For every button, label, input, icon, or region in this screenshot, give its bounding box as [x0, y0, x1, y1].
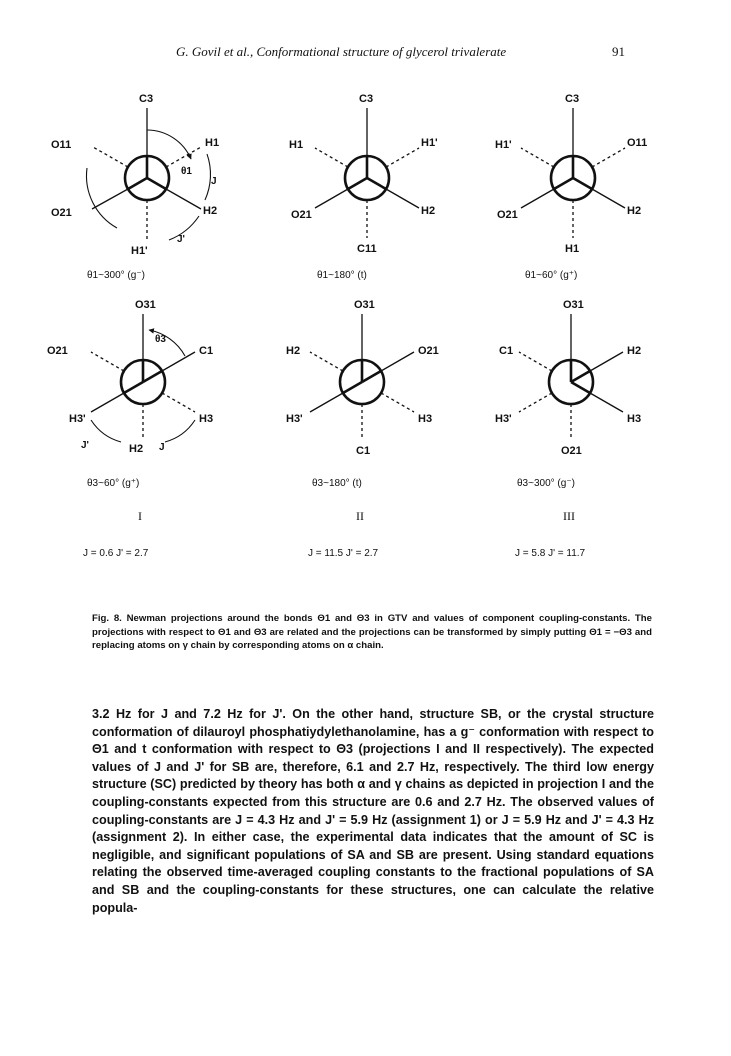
atom-label: H3'	[286, 413, 303, 425]
conformation-caption: θ3~180° (t)	[312, 478, 362, 489]
atom-label: O21	[561, 445, 582, 457]
projection-theta1-60	[495, 93, 647, 281]
atom-label: H1'	[495, 139, 512, 151]
atom-label: C1	[356, 445, 371, 457]
atom-label: H3	[199, 413, 214, 425]
projection-theta3-60	[47, 299, 213, 559]
atom-label: O21	[47, 345, 68, 357]
conformation-caption: θ1~300° (g⁻)	[87, 270, 145, 281]
structure-numeral: II	[356, 509, 364, 523]
atom-label: O31	[563, 299, 584, 311]
coupling-label: J'	[81, 440, 89, 451]
atom-label: H1'	[131, 245, 148, 257]
atom-label: C11	[357, 243, 377, 255]
coupling-label: J	[211, 176, 217, 187]
atom-label: H3'	[495, 413, 512, 425]
projection-theta1-180	[289, 93, 438, 281]
body-paragraph: 3.2 Hz for J and 7.2 Hz for J'. On the other hand, structure SB, or the crystal structure conformation of dilauroyl phosphatiydylethanolamine, has a g⁻ conformation with respect to Θ1 and t conformation with respect to Θ3 (projections I and II respectively). The expected values of J and J' for SB are, therefore, 6.1 and 2.7 Hz, respectively. The third low energy structure (SC) predicted by theory has both α and γ chains as depicted in projection I and the coupling-constants expected from this structure are 0.6 and 2.7 Hz. The observed values of coupling-constants are J = 4.3 Hz and J' = 5.9 Hz (assignment 1) or J = 5.9 Hz and J' = 4.3 Hz (assignment 2). In either case, the experimental data indicates that the amount of SC is negligible, and significant populations of SA and SB are present. Using standard equations relating the observed time-averaged coupling constants to the fractional populations of SA and SB and the coupling-constants for these structures, one can calculate the relative popula-	[92, 707, 654, 915]
atom-label: H3'	[69, 413, 86, 425]
conformation-caption: θ1~60° (g⁺)	[525, 270, 578, 281]
structure-numeral: I	[138, 509, 142, 523]
atom-label: H2	[627, 205, 642, 217]
atom-label: C1	[499, 345, 514, 357]
atom-label: H2	[129, 443, 144, 455]
atom-label: H3	[418, 413, 433, 425]
atom-label: C1	[199, 345, 214, 357]
conformation-caption: θ1~180° (t)	[317, 270, 367, 281]
conformation-caption: θ3~300° (g⁻)	[517, 478, 575, 489]
angle-label: θ3	[155, 334, 166, 345]
page-header	[0, 44, 731, 64]
atom-label: H2	[203, 205, 218, 217]
atom-label: H1	[205, 137, 220, 149]
coupling-values: J = 5.8 J' = 11.7	[515, 548, 586, 559]
coupling-values: J = 0.6 J' = 2.7	[83, 548, 149, 559]
atom-label: H2	[421, 205, 436, 217]
running-head: G. Govil et al., Conformational structure of glycerol trivalerate	[176, 44, 507, 59]
atom-label: O31	[135, 299, 156, 311]
coupling-label: J	[159, 442, 165, 453]
page-number: 91	[612, 44, 625, 59]
atom-label: C3	[565, 93, 580, 105]
figure-caption: Fig. 8. Newman projections around the bonds Θ1 and Θ3 in GTV and values of component coupling-constants. The projections with respect to Θ1 and Θ3 are related and the projections can be transformed by simply putting Θ1 = −Θ3 and replacing atoms on γ chain by corresponding atoms on α chain.	[92, 613, 652, 651]
atom-label: H3	[627, 413, 642, 425]
projection-theta3-180	[286, 299, 439, 559]
atom-label: H1'	[421, 137, 438, 149]
atom-label: O11	[51, 139, 72, 151]
atom-label: O21	[497, 209, 518, 221]
atom-label: C3	[139, 93, 154, 105]
conformation-caption: θ3~60° (g⁺)	[87, 478, 140, 489]
atom-label: O21	[51, 207, 72, 219]
projection-theta1-300	[51, 93, 219, 281]
newman-projections-figure	[0, 80, 731, 600]
coupling-values: J = 11.5 J' = 2.7	[308, 548, 379, 559]
atom-label: H1	[565, 243, 580, 255]
atom-label: O31	[354, 299, 375, 311]
atom-label: H2	[286, 345, 301, 357]
atom-label: O21	[291, 209, 312, 221]
atom-label: O21	[418, 345, 439, 357]
atom-label: C3	[359, 93, 374, 105]
atom-label: O11	[627, 137, 648, 149]
structure-numeral: III	[563, 509, 575, 523]
atom-label: H2	[627, 345, 642, 357]
projection-theta3-300	[495, 299, 641, 559]
coupling-label: J'	[177, 234, 185, 245]
atom-label: H1	[289, 139, 304, 151]
angle-label: θ1	[181, 166, 192, 177]
